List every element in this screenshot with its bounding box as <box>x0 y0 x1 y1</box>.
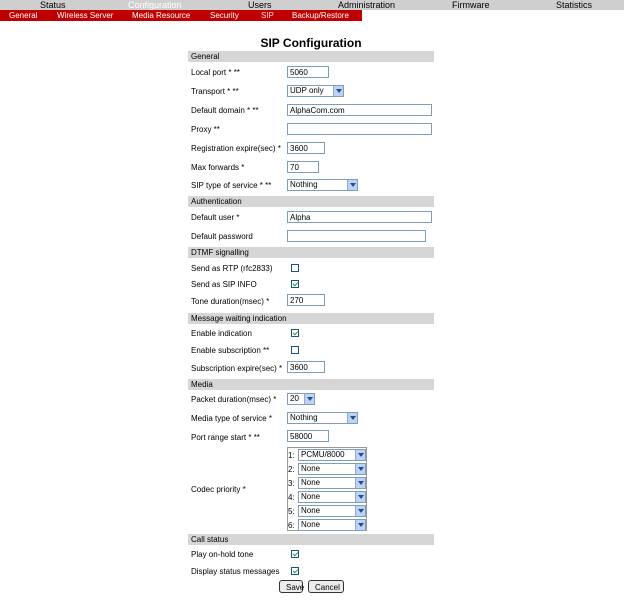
section-authentication: Authentication <box>188 196 434 207</box>
display-status-label: Display status messages <box>191 567 280 576</box>
send-rtp-checkbox[interactable] <box>291 264 299 272</box>
chevron-down-icon <box>355 506 365 516</box>
section-mwi: Message waiting indication <box>188 313 434 324</box>
top-nav <box>0 0 624 10</box>
chevron-down-icon <box>355 492 365 502</box>
nav-administration[interactable]: Administration <box>338 0 396 10</box>
nav-status[interactable]: Status <box>40 0 66 10</box>
enable-subscription-label: Enable subscription ** <box>191 346 270 355</box>
packet-duration-value: 20 <box>290 394 299 403</box>
port-range-label: Port range start * ** <box>191 433 260 442</box>
codec-select-1[interactable] <box>298 449 366 461</box>
save-button[interactable]: Save <box>279 580 303 593</box>
codec-number-4: 4: <box>288 493 295 502</box>
subnav-backup-restore[interactable]: Backup/Restore <box>292 11 349 20</box>
port-range-input[interactable] <box>287 430 329 442</box>
codec-select-4[interactable] <box>298 491 366 503</box>
sip-tos-select[interactable] <box>287 179 358 191</box>
subnav-wireless-server[interactable]: Wireless Server <box>57 11 114 20</box>
section-call-status: Call status <box>188 534 434 545</box>
chevron-down-icon <box>304 394 314 404</box>
sip-tos-label: SIP type of service * ** <box>191 181 272 190</box>
default-password-label: Default password <box>191 232 253 241</box>
codec-select-5[interactable] <box>298 505 366 517</box>
section-media: Media <box>188 379 434 390</box>
max-forwards-label: Max forwards * <box>191 163 245 172</box>
cancel-button[interactable]: Cancel <box>308 580 344 593</box>
codec-select-6[interactable] <box>298 519 366 531</box>
display-status-checkbox[interactable] <box>291 567 299 575</box>
chevron-down-icon <box>355 464 365 474</box>
tone-duration-label: Tone duration(msec) * <box>191 297 270 306</box>
codec-number-3: 3: <box>288 479 295 488</box>
send-sipinfo-label: Send as SIP INFO <box>191 280 257 289</box>
chevron-down-icon <box>347 180 357 190</box>
chevron-down-icon <box>333 86 343 96</box>
section-dtmf: DTMF signalling <box>188 247 434 258</box>
transport-value: UDP only <box>290 86 324 95</box>
chevron-down-icon <box>355 478 365 488</box>
subnav-media-resource[interactable]: Media Resource <box>132 11 191 20</box>
subnav-general[interactable]: General <box>9 11 38 20</box>
play-hold-tone-checkbox[interactable] <box>291 550 299 558</box>
default-domain-label: Default domain * ** <box>191 106 259 115</box>
subnav-sip[interactable]: SIP <box>261 11 274 20</box>
transport-select[interactable] <box>287 85 344 97</box>
transport-label: Transport * ** <box>191 87 239 96</box>
proxy-label: Proxy ** <box>191 125 220 134</box>
registration-expire-input[interactable] <box>287 142 325 154</box>
enable-indication-label: Enable indication <box>191 329 252 338</box>
section-general: General <box>188 51 434 62</box>
codec-select-2[interactable] <box>298 463 366 475</box>
packet-duration-label: Packet duration(msec) * <box>191 395 277 404</box>
media-tos-value: Nothing <box>290 413 318 422</box>
codec-value-4: None <box>301 492 321 501</box>
codec-select-3[interactable] <box>298 477 366 489</box>
codec-number-2: 2: <box>288 465 295 474</box>
subscription-expire-input[interactable] <box>287 361 325 373</box>
nav-configuration[interactable]: Configuration <box>128 0 182 10</box>
sub-nav <box>0 10 362 21</box>
chevron-down-icon <box>355 520 365 530</box>
proxy-input[interactable] <box>287 123 432 135</box>
default-user-input[interactable] <box>287 211 432 223</box>
codec-value-3: None <box>301 478 321 487</box>
enable-subscription-checkbox[interactable] <box>291 346 299 354</box>
subnav-security[interactable]: Security <box>210 11 239 20</box>
send-sipinfo-checkbox[interactable] <box>291 280 299 288</box>
nav-statistics[interactable]: Statistics <box>556 0 593 10</box>
default-password-input[interactable] <box>287 230 426 242</box>
page-title: SIP Configuration <box>260 36 362 50</box>
codec-priority-label: Codec priority * <box>191 485 246 494</box>
codec-number-6: 6: <box>288 521 295 530</box>
enable-indication-checkbox[interactable] <box>291 329 299 337</box>
codec-value-5: None <box>301 506 321 515</box>
codec-value-1: PCMU/8000 <box>301 450 345 459</box>
play-hold-tone-label: Play on-hold tone <box>191 550 254 559</box>
chevron-down-icon <box>355 450 365 460</box>
registration-expire-label: Registration expire(sec) * <box>191 144 281 153</box>
nav-users[interactable]: Users <box>248 0 272 10</box>
codec-value-2: None <box>301 464 321 473</box>
codec-number-5: 5: <box>288 507 295 516</box>
tone-duration-input[interactable] <box>287 294 325 306</box>
subscription-expire-label: Subscription expire(sec) * <box>191 364 283 373</box>
nav-firmware[interactable]: Firmware <box>452 0 490 10</box>
codec-value-6: None <box>301 520 321 529</box>
send-rtp-label: Send as RTP (rfc2833) <box>191 264 273 273</box>
codec-number-1: 1: <box>288 451 295 460</box>
media-tos-select[interactable] <box>287 412 358 424</box>
default-user-label: Default user * <box>191 213 240 222</box>
sip-tos-value: Nothing <box>290 180 318 189</box>
default-domain-input[interactable] <box>287 104 432 116</box>
media-tos-label: Media type of service * <box>191 414 272 423</box>
local-port-input[interactable] <box>287 66 329 78</box>
local-port-label: Local port * ** <box>191 68 240 77</box>
packet-duration-select[interactable] <box>287 393 315 405</box>
chevron-down-icon <box>347 413 357 423</box>
max-forwards-input[interactable] <box>287 161 319 173</box>
